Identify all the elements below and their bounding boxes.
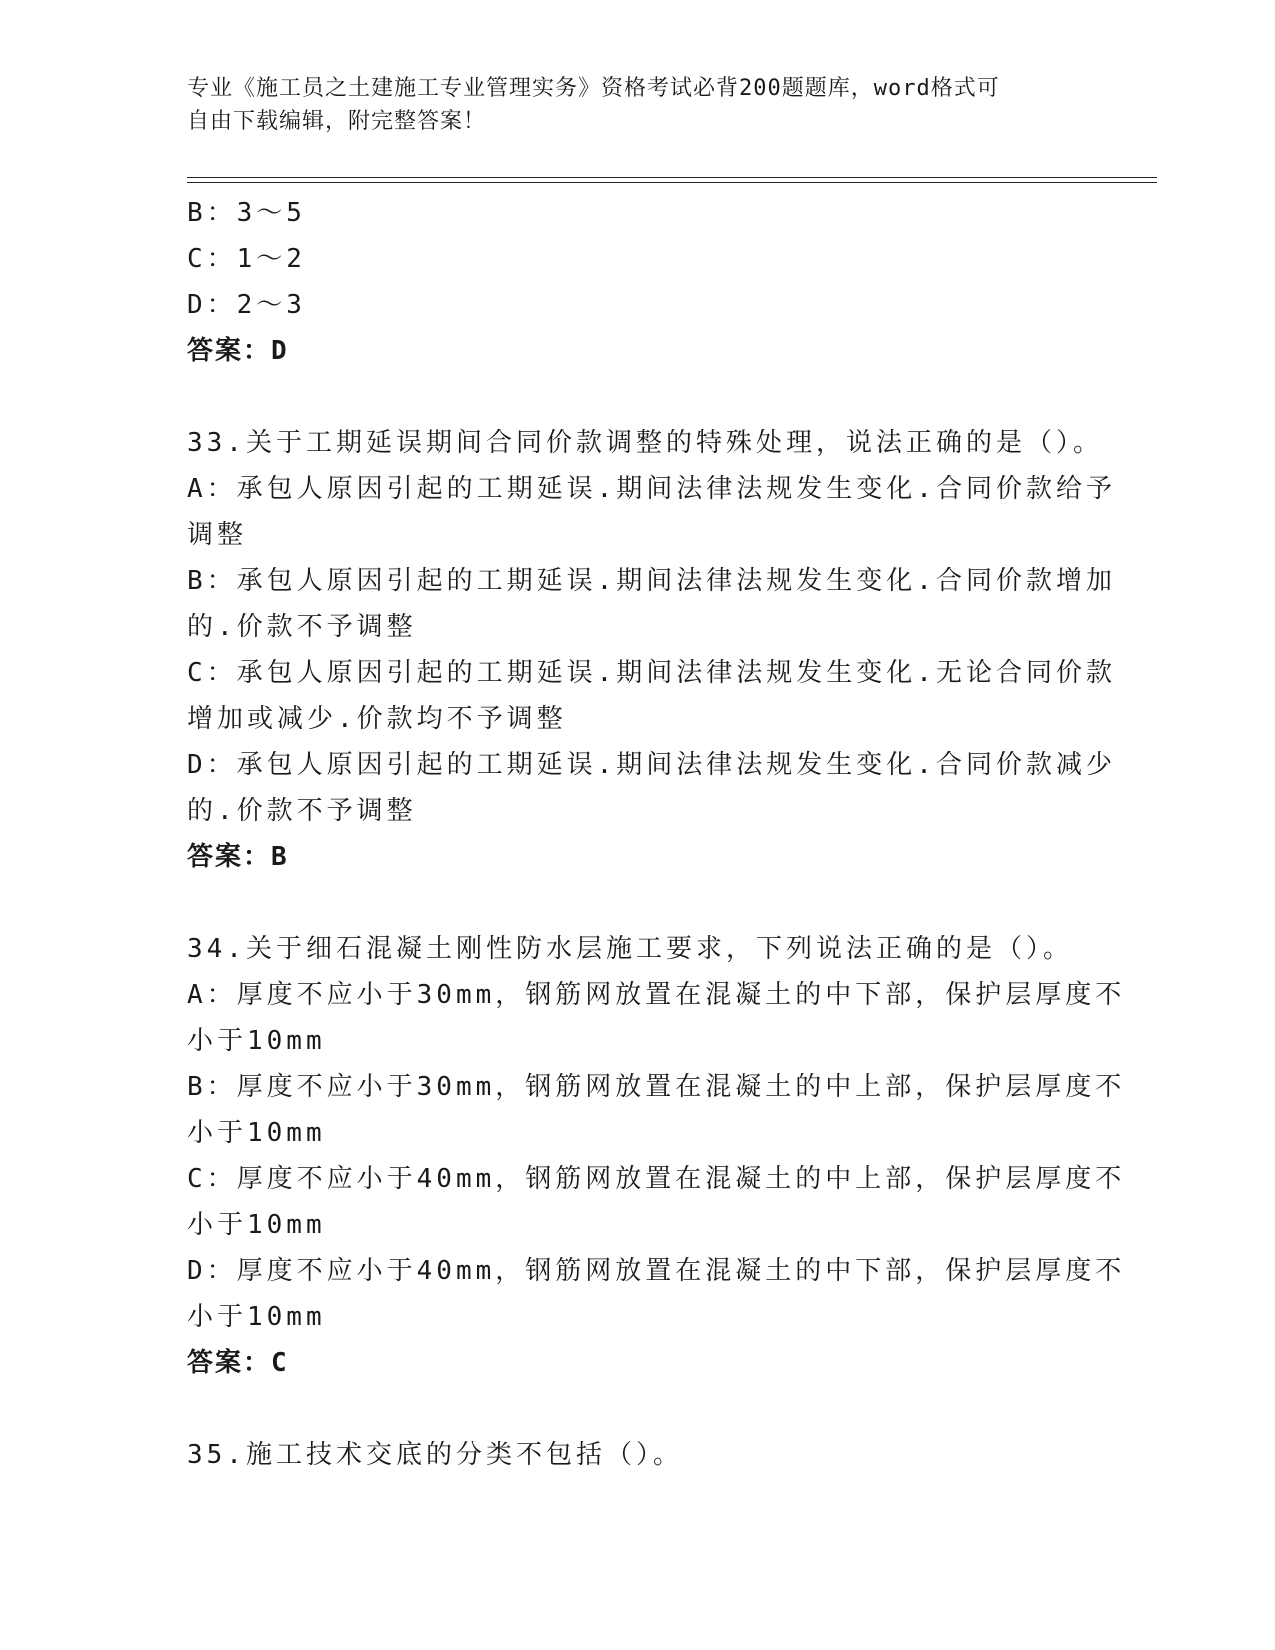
option-b-continued: 小于10mm xyxy=(187,1118,326,1148)
option-d: D：厚度不应小于40mm，钢筋网放置在混凝土的中下部，保护层厚度不 xyxy=(187,1256,1126,1286)
document-header xyxy=(187,72,1067,138)
spacer xyxy=(187,1386,1087,1432)
header-line-2: 自由下载编辑，附完整答案！ xyxy=(187,109,487,134)
question-34 xyxy=(187,926,1126,1386)
question-33 xyxy=(187,420,1116,880)
option-c-continued: 增加或减少.价款均不予调整 xyxy=(187,704,567,734)
spacer xyxy=(187,880,1087,926)
option-a: A：承包人原因引起的工期延误.期间法律法规发生变化.合同价款给予 xyxy=(187,474,1116,504)
header-divider-bottom xyxy=(187,182,1157,183)
option-b-continued: 的.价款不予调整 xyxy=(187,612,417,642)
option-c-continued: 小于10mm xyxy=(187,1210,326,1240)
answer-label: 答案：C xyxy=(187,1348,289,1378)
option-b: B：3～5 xyxy=(187,198,306,228)
question-stem: 33.关于工期延误期间合同价款调整的特殊处理，说法正确的是（）。 xyxy=(187,428,1103,458)
option-d: D：2～3 xyxy=(187,290,306,320)
answer-label: 答案：B xyxy=(187,842,289,872)
question-stem: 34.关于细石混凝土刚性防水层施工要求，下列说法正确的是（）。 xyxy=(187,934,1073,964)
option-a-continued: 小于10mm xyxy=(187,1026,326,1056)
spacer xyxy=(187,374,1087,420)
option-c: C：承包人原因引起的工期延误.期间法律法规发生变化.无论合同价款 xyxy=(187,658,1116,688)
question-35 xyxy=(187,1432,1087,1478)
answer-label: 答案：D xyxy=(187,336,289,366)
option-b: B：承包人原因引起的工期延误.期间法律法规发生变化.合同价款增加 xyxy=(187,566,1116,596)
option-d-continued: 小于10mm xyxy=(187,1302,326,1332)
question-stem: 35.施工技术交底的分类不包括（）。 xyxy=(187,1440,683,1470)
option-d-continued: 的.价款不予调整 xyxy=(187,796,417,826)
question-32-tail xyxy=(187,190,1087,374)
header-line-1: 专业《施工员之土建施工专业管理实务》资格考试必背200题题库，word格式可 xyxy=(187,76,1000,101)
option-a-continued: 调整 xyxy=(187,520,248,550)
option-b: B：厚度不应小于30mm，钢筋网放置在混凝土的中上部，保护层厚度不 xyxy=(187,1072,1126,1102)
header-divider-top xyxy=(187,177,1157,178)
option-d: D：承包人原因引起的工期延误.期间法律法规发生变化.合同价款减少 xyxy=(187,750,1116,780)
option-a: A：厚度不应小于30mm，钢筋网放置在混凝土的中下部，保护层厚度不 xyxy=(187,980,1126,1010)
question-content xyxy=(187,190,1126,1478)
option-c: C：厚度不应小于40mm，钢筋网放置在混凝土的中上部，保护层厚度不 xyxy=(187,1164,1126,1194)
option-c: C：1～2 xyxy=(187,244,306,274)
